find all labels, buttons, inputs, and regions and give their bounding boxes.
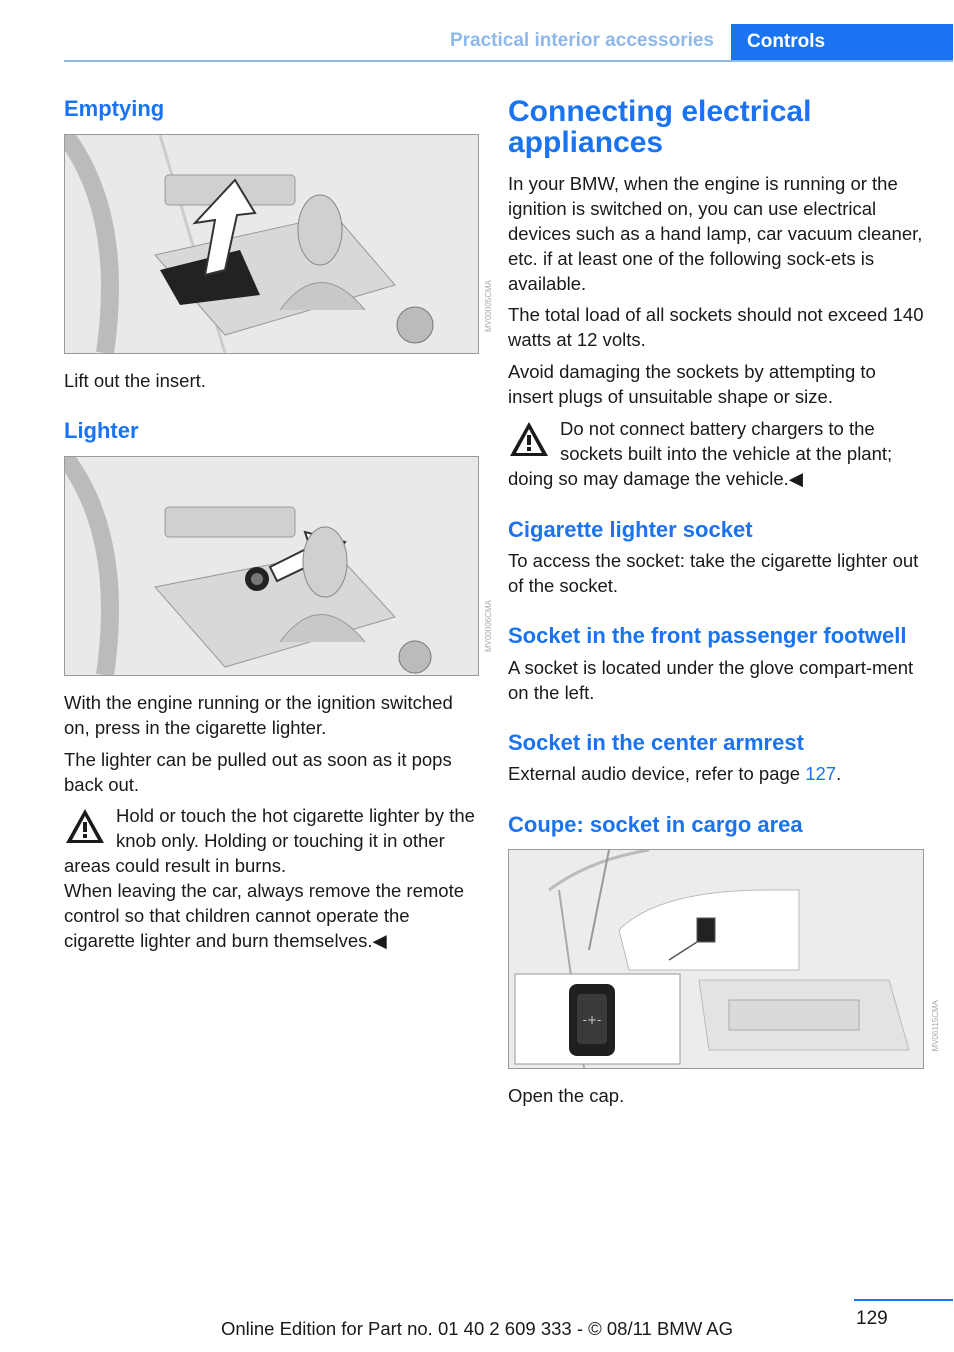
emptying-caption: Lift out the insert.: [64, 370, 206, 391]
footer-edition-text: Online Edition for Part no. 01 40 2 609 333 - © 08/11 BMW AG: [220, 1318, 734, 1339]
lighter-heading: Lighter: [64, 418, 139, 443]
armrest-text-before: External audio device, refer to page: [508, 763, 806, 784]
cargo-socket-heading: Coupe: socket in cargo area: [508, 812, 803, 837]
cigarette-socket-text: To access the socket: take the cigarette lighter out of the socket.: [508, 550, 919, 596]
lighter-paragraph-2: The lighter can be pulled out as soon as it pops back out.: [64, 749, 452, 795]
page-127-link[interactable]: 127: [805, 763, 837, 784]
emptying-figure: [64, 134, 479, 354]
armrest-socket-text: [508, 761, 924, 786]
warning-triangle-icon: [508, 420, 550, 458]
lighter-warning-text: Hold or touch the hot cigarette lighter by the knob only. Holding or touching it in other areas could result in burns.: [64, 805, 475, 876]
intro-paragraph-1: In your BMW, when the engine is running or the ignition is switched on, you can use electrical devices such as a hand lamp, car vacuum cleaner, etc. if at least one of the following sock-ets is available.: [508, 173, 923, 294]
armrest-socket-heading: Socket in the center armrest: [508, 730, 804, 755]
lighter-warning: [64, 803, 478, 953]
lighter-figure-code: MV00006CMA: [484, 600, 493, 653]
page-title: Connecting electrical appliances: [508, 95, 812, 159]
footwell-socket-text: A socket is located under the glove compart-ment on the left.: [508, 657, 914, 703]
intro-paragraph-2: The total load of all sockets should not exceed 140 watts at 12 volts.: [508, 304, 924, 350]
cargo-socket-caption: Open the cap.: [508, 1085, 625, 1106]
emptying-heading: Emptying: [64, 96, 165, 121]
socket-warning: [508, 416, 924, 491]
header-rule: [64, 60, 953, 62]
emptying-figure-code: MV00005CMA: [484, 280, 493, 333]
socket-warning-text: Do not connect battery chargers to the sockets built into the vehicle at the plant; doing so may damage the vehicle.◀: [508, 418, 893, 489]
footer-rule: [854, 1299, 953, 1301]
intro-paragraph-3: Avoid damaging the sockets by attempting to insert plugs of unsuitable shape or size.: [508, 361, 876, 407]
svg-text:-+-: -+-: [582, 1013, 602, 1027]
header-section-tab[interactable]: Controls: [731, 24, 953, 61]
cigarette-socket-heading: Cigarette lighter socket: [508, 517, 753, 542]
lighter-paragraph-1: With the engine running or the ignition switched on, press in the cigarette lighter.: [64, 692, 453, 738]
lighter-warning-text-2: When leaving the car, always remove the remote control so that children cannot operate the cigarette lighter and burn themselves.◀: [64, 880, 464, 951]
lighter-figure: [64, 456, 479, 676]
page-number: 129: [856, 1308, 888, 1329]
armrest-text-after: .: [836, 763, 842, 784]
warning-triangle-icon: [64, 807, 106, 845]
footwell-socket-heading: Socket in the front passenger footwell: [508, 623, 907, 648]
header-breadcrumb[interactable]: Practical interior accessories: [449, 30, 714, 51]
cargo-socket-figure: [508, 849, 924, 1069]
cargo-figure-code: MV06115CMA: [931, 1000, 940, 1052]
